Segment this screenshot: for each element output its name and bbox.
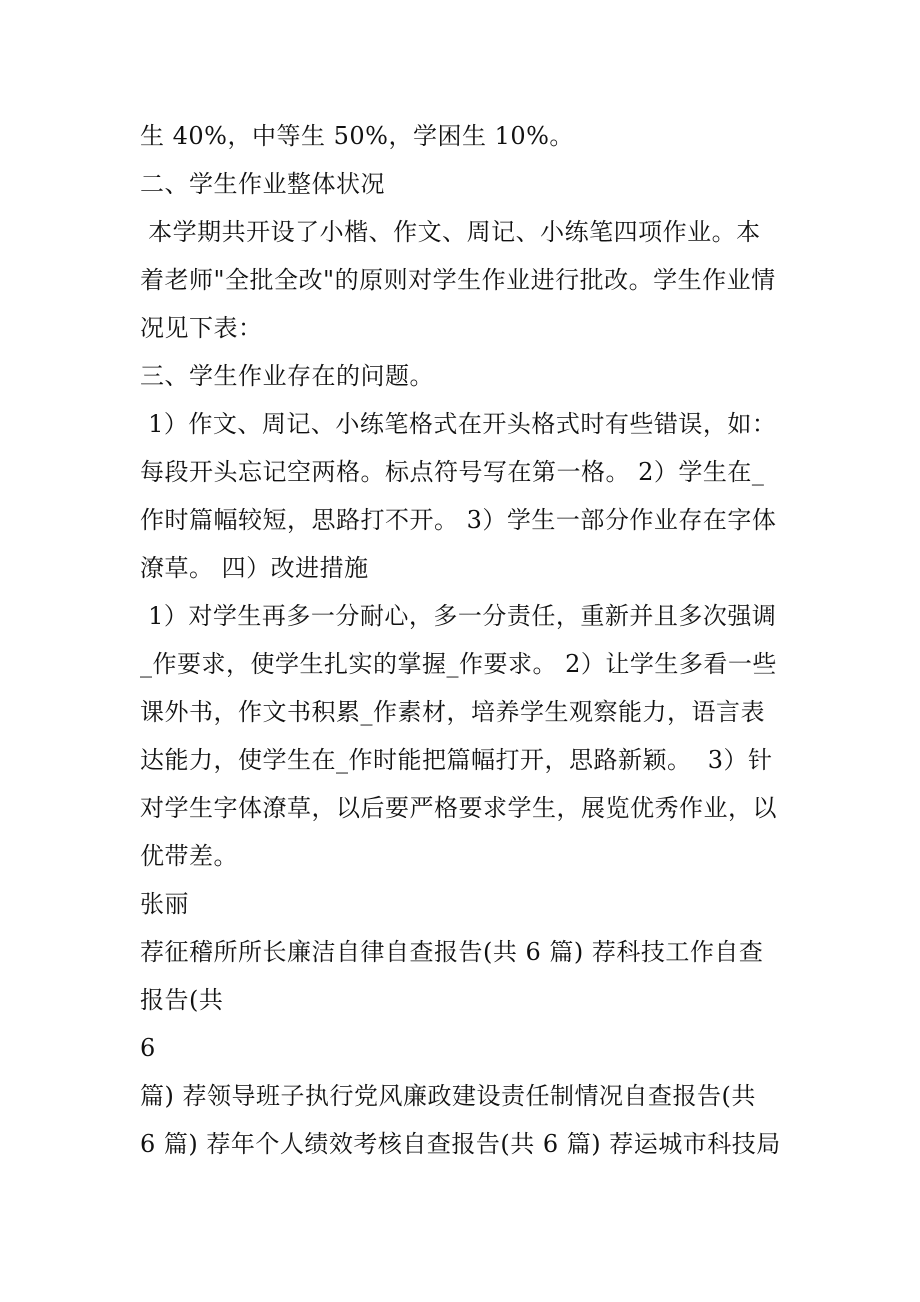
text-line-13: 课外书，作文书积累_作素材，培养学生观察能力，语言表 — [140, 698, 765, 726]
section-heading-2: 二、学生作业整体状况 — [140, 170, 385, 198]
recommendation-line-3: 6 — [140, 1034, 156, 1062]
text-line-16: 优带差。 — [140, 842, 238, 870]
recommendation-line-5: 6 篇) 荐年个人绩效考核自查报告(共 6 篇) 荐运城市科技局 — [140, 1130, 781, 1158]
text-line-10: 潦草。 四）改进措施 — [140, 554, 369, 582]
text-line-1: 生 40%，中等生 50%，学困生 10%。 — [140, 122, 574, 150]
recommendation-line-1: 荐征稽所所长廉洁自律自查报告(共 6 篇) 荐科技工作自查 — [140, 938, 764, 966]
text-line-8: 每段开头忘记空两格。标点符号写在第一格。 2）学生在_ — [140, 458, 765, 486]
text-line-9: 作时篇幅较短，思路打不开。 3）学生一部分作业存在字体 — [140, 506, 777, 534]
text-line-7: 1）作文、周记、小练笔格式在开头格式时有些错误，如： — [140, 410, 777, 438]
text-line-15: 对学生字体潦草，以后要严格要求学生，展览优秀作业，以 — [140, 794, 777, 822]
text-line-3: 本学期共开设了小楷、作文、周记、小练笔四项作业。本 — [140, 218, 761, 246]
text-line-14: 达能力，使学生在_作时能把篇幅打开，思路新颖。 3）针 — [140, 746, 773, 774]
recommendation-line-4: 篇) 荐领导班子执行党风廉政建设责任制情况自查报告(共 — [140, 1082, 756, 1110]
text-line-12: _作要求，使学生扎实的掌握_作要求。 2）让学生多看一些 — [140, 650, 777, 678]
section-heading-3: 三、学生作业存在的问题。 — [140, 362, 434, 390]
text-line-5: 况见下表： — [140, 314, 263, 342]
author-name: 张丽 — [140, 890, 189, 918]
recommendation-line-2: 报告(共 — [140, 986, 224, 1014]
text-line-4: 着老师"全批全改"的原则对学生作业进行批改。学生作业情 — [140, 266, 776, 294]
text-line-11: 1）对学生再多一分耐心，多一分责任，重新并且多次强调 — [140, 602, 777, 630]
